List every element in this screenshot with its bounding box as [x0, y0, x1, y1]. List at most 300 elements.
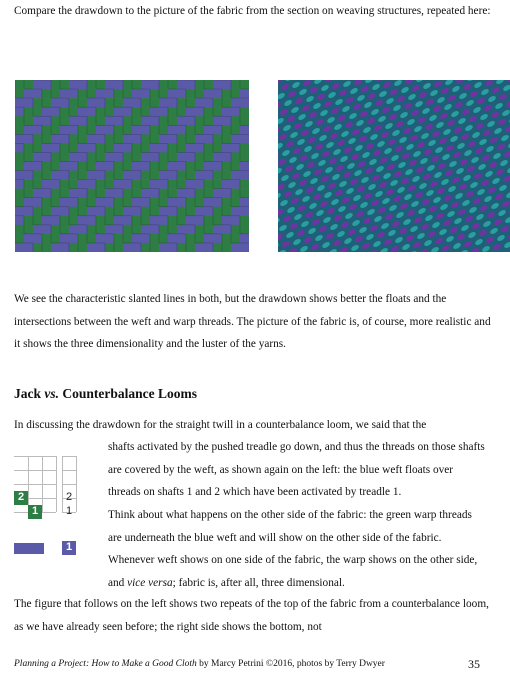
drawdown-cell [60, 180, 69, 189]
drawdown-cell [51, 107, 60, 116]
intro-text: Compare the drawdown to the picture of the fabric from the section on weaving structures, repeated here: [14, 5, 491, 17]
drawdown-cell [114, 171, 123, 180]
drawdown-cell [204, 107, 213, 116]
drawdown-cell [213, 198, 222, 207]
drawdown-cell [96, 171, 105, 180]
drawdown-cell [213, 161, 222, 170]
drawdown-cell [96, 161, 105, 170]
drawdown-cell [186, 171, 195, 180]
drawdown-cell [78, 171, 87, 180]
drawdown-cell [132, 225, 141, 234]
drawdown-cell [159, 107, 168, 116]
drawdown-cell [240, 161, 249, 170]
drawdown-cell [69, 180, 78, 189]
drawdown-cell [87, 225, 96, 234]
drawdown-cell [195, 152, 204, 161]
drawdown-cell [78, 207, 87, 216]
drawdown-cell [42, 189, 51, 198]
drawdown-cell [222, 89, 231, 98]
drawdown-cell [195, 171, 204, 180]
drawdown-cell [186, 152, 195, 161]
drawdown-cell [177, 207, 186, 216]
drawdown-cell [15, 189, 24, 198]
drawdown-cell [60, 98, 69, 107]
drawdown-cell [15, 116, 24, 125]
drawdown-cell [96, 107, 105, 116]
drawdown-cell [141, 152, 150, 161]
drawdown-cell [132, 180, 141, 189]
drawdown-cell [204, 152, 213, 161]
drawdown-cell [87, 198, 96, 207]
drawdown-cell [195, 89, 204, 98]
drawdown-cell [60, 225, 69, 234]
drawdown-cell [132, 152, 141, 161]
drawdown-cell [123, 207, 132, 216]
drawdown-cell [24, 216, 33, 225]
drawdown-cell [78, 143, 87, 152]
drawdown-cell [24, 189, 33, 198]
drawdown-cell [186, 116, 195, 125]
drawdown-cell [222, 180, 231, 189]
drawdown-cell [240, 152, 249, 161]
drawdown-cell [240, 189, 249, 198]
drawdown-cell [204, 243, 213, 252]
drawdown-cell [24, 198, 33, 207]
drawdown-cell [87, 243, 96, 252]
drawdown-cell [159, 198, 168, 207]
drawdown-cell [177, 116, 186, 125]
drawdown-cell [51, 189, 60, 198]
drawdown-cell [204, 216, 213, 225]
drawdown-cell [177, 216, 186, 225]
drawdown-cell [51, 134, 60, 143]
drawdown-cell [123, 107, 132, 116]
drawdown-cell [42, 216, 51, 225]
drawdown-cell [222, 125, 231, 134]
drawdown-cell [168, 134, 177, 143]
drawdown-cell [177, 225, 186, 234]
drawdown-cell [240, 234, 249, 243]
drawdown-cell [105, 243, 114, 252]
drawdown-cell [195, 161, 204, 170]
drawdown-cell [213, 143, 222, 152]
drawdown-cell [123, 80, 132, 89]
drawdown-cell [42, 107, 51, 116]
drawdown-cell [132, 98, 141, 107]
drawdown-cell [195, 180, 204, 189]
drawdown-cell [168, 116, 177, 125]
drawdown-cell [186, 143, 195, 152]
drawdown-cell [78, 125, 87, 134]
drawdown-cell [33, 243, 42, 252]
drawdown-cell [204, 80, 213, 89]
drawdown-cell [159, 143, 168, 152]
drawdown-cell [87, 234, 96, 243]
drawdown-cell [105, 161, 114, 170]
drawdown-cell [222, 152, 231, 161]
drawdown-cell [123, 189, 132, 198]
drawdown-cell [195, 125, 204, 134]
drawdown-cell [150, 216, 159, 225]
drawdown-cell [195, 116, 204, 125]
drawdown-cell [240, 198, 249, 207]
drawdown-cell [141, 198, 150, 207]
drawdown-cell [177, 134, 186, 143]
drawdown-cell [114, 143, 123, 152]
drawdown-cell [69, 125, 78, 134]
drawdown-cell [96, 125, 105, 134]
drawdown-cell [24, 134, 33, 143]
drawdown-cell [33, 89, 42, 98]
drawdown-cell [195, 189, 204, 198]
drawdown-cell [33, 116, 42, 125]
drawdown-cell [96, 98, 105, 107]
drawdown-cell [222, 216, 231, 225]
drawdown-cell [213, 171, 222, 180]
drawdown-cell [213, 107, 222, 116]
drawdown-cell [96, 152, 105, 161]
drawdown-cell [195, 107, 204, 116]
drawdown-cell [105, 171, 114, 180]
drawdown-cell [114, 89, 123, 98]
drawdown-cell [51, 171, 60, 180]
drawdown-cell [222, 107, 231, 116]
drawdown-cell [213, 180, 222, 189]
drawdown-cell [213, 152, 222, 161]
drawdown-cell [159, 89, 168, 98]
drawdown-cell [60, 189, 69, 198]
thread-cell-shaft-1: 1 [28, 505, 42, 519]
drawdown-cell [96, 225, 105, 234]
drawdown-cell [240, 180, 249, 189]
drawdown-cell [24, 107, 33, 116]
drawdown-cell [204, 116, 213, 125]
drawdown-cell [204, 234, 213, 243]
drawdown-cell [150, 198, 159, 207]
drawdown-cell [222, 134, 231, 143]
drawdown-cell [24, 161, 33, 170]
drawdown-cell [204, 207, 213, 216]
drawdown-cell [132, 207, 141, 216]
drawdown-cell [69, 107, 78, 116]
drawdown-cell [60, 116, 69, 125]
drawdown-cell [42, 180, 51, 189]
drawdown-cell [60, 134, 69, 143]
drawdown-cell [213, 116, 222, 125]
drawdown-cell [195, 243, 204, 252]
drawdown-cell [186, 234, 195, 243]
drawdown-cell [42, 89, 51, 98]
drawdown-cell [186, 89, 195, 98]
drawdown-cell [15, 243, 24, 252]
drawdown-cell [240, 98, 249, 107]
drawdown-cell [231, 152, 240, 161]
drawdown-cell [141, 80, 150, 89]
drawdown-cell [168, 243, 177, 252]
drawdown-cell [141, 180, 150, 189]
drawdown-cell [105, 143, 114, 152]
drawdown-cell [222, 161, 231, 170]
paragraph-discussing-cont: shafts activated by the pushed treadle go down, and thus the threads on those shafts are covered by the weft, as shown again on the left: the blue weft floats over threads on shafts 1 and 2 which have been activated by treadle 1. [108, 441, 485, 499]
drawdown-cell [42, 225, 51, 234]
drawdown-cell [168, 89, 177, 98]
treadle-cell-1: 1 [62, 541, 76, 555]
drawdown-cell [186, 225, 195, 234]
drawdown-cell [141, 225, 150, 234]
drawdown-cell [78, 189, 87, 198]
drawdown-cell [24, 243, 33, 252]
drawdown-cell [69, 189, 78, 198]
drawdown-cell [213, 80, 222, 89]
drawdown-cell [78, 134, 87, 143]
drawdown-cell [15, 216, 24, 225]
drawdown-cell [105, 180, 114, 189]
drawdown-cell [150, 180, 159, 189]
drawdown-cell [186, 216, 195, 225]
tieup-cell-1: 1 [65, 505, 73, 517]
drawdown-cell [24, 152, 33, 161]
drawdown-cell [105, 125, 114, 134]
drawdown-cell [186, 198, 195, 207]
drawdown-cell [186, 80, 195, 89]
drawdown-cell [231, 225, 240, 234]
drawdown-cell [132, 125, 141, 134]
drawdown-cell [24, 225, 33, 234]
drawdown-cell [240, 107, 249, 116]
drawdown-cell [96, 198, 105, 207]
drawdown-cell [15, 234, 24, 243]
drawdown-cell [33, 180, 42, 189]
drawdown-cell [78, 107, 87, 116]
drawdown-cell [87, 98, 96, 107]
drawdown-cell [51, 225, 60, 234]
drawdown-cell [231, 116, 240, 125]
drawdown-cell [42, 243, 51, 252]
drawdown-cell [33, 216, 42, 225]
drawdown-cell [114, 152, 123, 161]
drawdown-cell [105, 198, 114, 207]
drawdown-cell [105, 80, 114, 89]
drawdown-cell [159, 134, 168, 143]
drawdown-cell [213, 207, 222, 216]
drawdown-cell [213, 89, 222, 98]
drawdown-cell [231, 234, 240, 243]
drawdown-cell [105, 189, 114, 198]
drawdown-cell [123, 98, 132, 107]
drawdown-cell [15, 152, 24, 161]
drawdown-cell [15, 143, 24, 152]
drawdown-cell [222, 225, 231, 234]
drawdown-cell [231, 216, 240, 225]
drawdown-cell [168, 161, 177, 170]
drawdown-cell [150, 89, 159, 98]
drawdown-cell [240, 243, 249, 252]
drawdown-cell [132, 80, 141, 89]
drawdown-cell [114, 243, 123, 252]
drawdown-cell [51, 98, 60, 107]
drawdown-cell [69, 198, 78, 207]
tieup-cell-2: 2 [65, 491, 73, 503]
drawdown-cell [159, 207, 168, 216]
drawdown-cell [132, 189, 141, 198]
drawdown-cell [123, 198, 132, 207]
drawdown-cell [213, 243, 222, 252]
drawdown-cell [51, 243, 60, 252]
drawdown-cell [33, 198, 42, 207]
drawdown-cell [51, 116, 60, 125]
drawdown-cell [150, 143, 159, 152]
drawdown-cell [222, 143, 231, 152]
drawdown-cell [240, 80, 249, 89]
page-number: 35 [468, 657, 480, 671]
drawdown-cell [15, 80, 24, 89]
drawdown-cell [96, 80, 105, 89]
drawdown-cell [51, 143, 60, 152]
drawdown-cell [69, 143, 78, 152]
drawdown-cell [168, 171, 177, 180]
paragraph-other-side: Think about what happens on the other side of the fabric: the green warp threads are underneath the blue weft and will show on the other side of the fabric. Whenever weft shows on one side of the fabric, the warp shows on the other side, and vice versa; fabric is, after all, three dimensional. [108, 509, 478, 589]
drawdown-cell [150, 134, 159, 143]
drawdown-cell [33, 225, 42, 234]
paragraph-comparison: We see the characteristic slanted lines in both, but the drawdown shows better the floats and the intersections between the weft and warp threads. The picture of the fabric is, of course, more realistic and it shows the three dimensionality and the luster of the yarns. [14, 293, 491, 351]
drawdown-cell [231, 198, 240, 207]
drawdown-cell [240, 225, 249, 234]
drawdown-cell [150, 98, 159, 107]
drawdown-cell [114, 234, 123, 243]
drawdown-cell [69, 171, 78, 180]
drawdown-cell [42, 152, 51, 161]
drawdown-cell [60, 80, 69, 89]
drawdown-cell [123, 243, 132, 252]
drawdown-cell [177, 180, 186, 189]
drawdown-cell [123, 180, 132, 189]
drawdown-cell [168, 107, 177, 116]
drawdown-cell [60, 107, 69, 116]
drawdown-cell [24, 234, 33, 243]
drawdown-cell [69, 116, 78, 125]
drawdown-cell [168, 207, 177, 216]
drawdown-cell [195, 143, 204, 152]
drawdown-cell [231, 161, 240, 170]
drawdown-cell [60, 207, 69, 216]
drawdown-cell [240, 125, 249, 134]
drawdown-cell [222, 234, 231, 243]
drawdown-cell [132, 116, 141, 125]
drawdown-cell [51, 207, 60, 216]
drawdown-cell [69, 161, 78, 170]
drawdown-cell [105, 225, 114, 234]
drawdown-cell [96, 234, 105, 243]
drawdown-cell [177, 171, 186, 180]
drawdown-cell [69, 216, 78, 225]
drawdown-cell [141, 171, 150, 180]
drawdown-cell [96, 180, 105, 189]
section-heading: Jack vs. Counterbalance Looms [14, 386, 197, 401]
drawdown-cell [186, 134, 195, 143]
drawdown-cell [195, 225, 204, 234]
drawdown-cell [69, 225, 78, 234]
twill-fabric-photo [278, 80, 510, 252]
drawdown-cell [114, 80, 123, 89]
drawdown-cell [231, 189, 240, 198]
drawdown-cell [177, 234, 186, 243]
drawdown-cell [177, 80, 186, 89]
drawdown-cell [51, 216, 60, 225]
drawdown-cell [213, 134, 222, 143]
page-footer: Planning a Project: How to Make a Good Cloth by Marcy Petrini ©2016, photos by Terry Dwyer [14, 659, 385, 669]
drawdown-cell [60, 125, 69, 134]
drawdown-cell [159, 216, 168, 225]
drawdown-cell [78, 225, 87, 234]
drawdown-cell [42, 234, 51, 243]
drawdown-cell [240, 134, 249, 143]
drawdown-cell [51, 152, 60, 161]
drawdown-cell [231, 89, 240, 98]
drawdown-cell [132, 243, 141, 252]
drawdown-cell [78, 161, 87, 170]
drawdown-cell [33, 80, 42, 89]
drawdown-cell [105, 216, 114, 225]
drawdown-cell [240, 171, 249, 180]
drawdown-cell [231, 134, 240, 143]
drawdown-cell [105, 207, 114, 216]
drawdown-cell [87, 171, 96, 180]
drawdown-cell [87, 161, 96, 170]
drawdown-cell [60, 143, 69, 152]
drawdown-cell [51, 198, 60, 207]
drawdown-cell [195, 134, 204, 143]
drawdown-cell [150, 80, 159, 89]
drawdown-cell [132, 198, 141, 207]
drawdown-cell [123, 171, 132, 180]
drawdown-cell [78, 89, 87, 98]
drawdown-cell [78, 152, 87, 161]
drawdown-cell [105, 134, 114, 143]
drawdown-cell [186, 243, 195, 252]
drawdown-cell [150, 107, 159, 116]
drawdown-cell [159, 98, 168, 107]
drawdown-cell [150, 152, 159, 161]
drawdown-cell [159, 225, 168, 234]
drawdown-cell [60, 171, 69, 180]
drawdown-cell [105, 152, 114, 161]
drawdown-cell [15, 225, 24, 234]
drawdown-cell [168, 225, 177, 234]
thread-cell-shaft-2: 2 [14, 491, 28, 505]
drawdown-cell [96, 134, 105, 143]
drawdown-cell [168, 98, 177, 107]
drawdown-cell [78, 180, 87, 189]
drawdown-cell [141, 89, 150, 98]
drawdown-cell [159, 125, 168, 134]
drawdown-cell [222, 207, 231, 216]
drawdown-cell [114, 207, 123, 216]
drawdown-cell [96, 189, 105, 198]
drawdown-cell [51, 80, 60, 89]
drawdown-cell [168, 234, 177, 243]
drawdown-cell [87, 107, 96, 116]
drawdown-cell [87, 80, 96, 89]
drawdown-cell [114, 180, 123, 189]
drawdown-cell [159, 180, 168, 189]
drawdown-cell [33, 107, 42, 116]
drawdown-cell [87, 143, 96, 152]
drawdown-cell [141, 143, 150, 152]
drawdown-cell [159, 80, 168, 89]
drawdown-cell [177, 89, 186, 98]
drawdown-cell [168, 189, 177, 198]
drawdown-cell [24, 125, 33, 134]
